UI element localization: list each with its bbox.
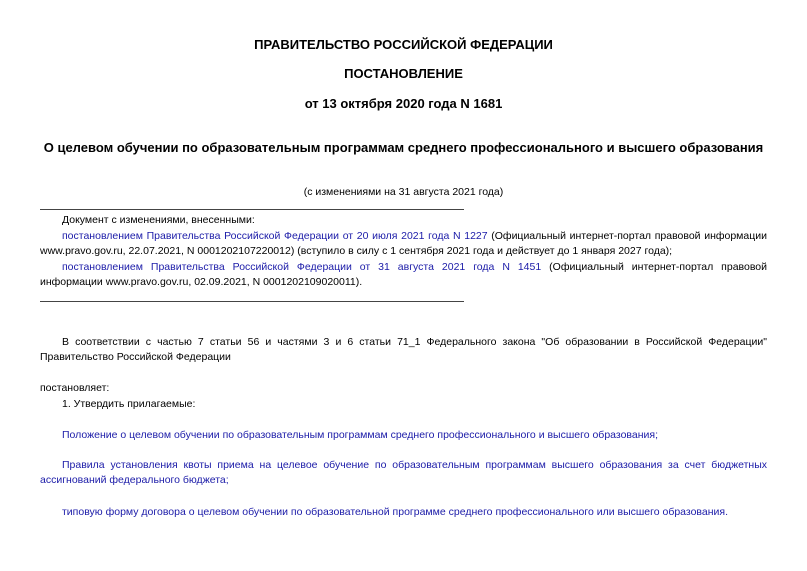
quota-rules-link[interactable]: Правила установления квоты приема на целевое обучение по образовательным программам высшего образования за счет бюджетных ассигнований федерального бюджета; xyxy=(40,459,767,486)
document-title: О целевом обучении по образовательным программам среднего профессионального и высшего образования xyxy=(43,140,764,155)
document-page xyxy=(40,0,767,571)
amendment-item xyxy=(40,229,767,259)
preamble-paragraph: В соответствии с частью 7 статьи 56 и частями 3 и 6 статьи 71_1 Федерального закона "Об образовании в Российской Федерации" Правительство Российской Федерации xyxy=(40,336,767,363)
amendment-link-1451[interactable]: постановлением Правительства Российской Федерации от 31 августа 2021 года N 1451 xyxy=(62,261,542,273)
approve-paragraph: 1. Утвердить прилагаемые: xyxy=(62,398,196,410)
amendment-details: (Официальный интернет-портал правовой информации www.pravo.gov.ru, 02.09.2021, N 0001202109020011). xyxy=(40,261,767,288)
contract-form-link[interactable]: типовую форму договора о целевом обучении по образовательной программе среднего профессионального или высшего образования. xyxy=(62,506,729,518)
approved-item-link xyxy=(40,505,767,520)
amendment-details: (Официальный интернет-портал правовой информации www.pravo.gov.ru, 22.07.2021, N 0001202107220012) (вступило в силу с 1 сентября 2021 года и действует до 1 января 2027 года); xyxy=(40,230,767,257)
approved-item-link xyxy=(40,458,767,488)
amendments-divider-bottom xyxy=(40,301,464,302)
changes-note: (с изменениями на 31 августа 2021 года) xyxy=(303,186,504,198)
document-type: ПОСТАНОВЛЕНИЕ xyxy=(344,66,463,81)
decides-paragraph: постановляет: xyxy=(40,382,110,394)
amendments-intro: Документ с изменениями, внесенными: xyxy=(62,214,255,226)
document-date-number: от 13 октября 2020 года N 1681 xyxy=(304,96,503,111)
approved-item-link xyxy=(40,428,767,443)
amendment-item xyxy=(40,260,767,290)
issuing-authority: ПРАВИТЕЛЬСТВО РОССИЙСКОЙ ФЕДЕРАЦИИ xyxy=(254,37,553,52)
regulation-link[interactable]: Положение о целевом обучении по образовательным программам среднего профессионального и высшего образования; xyxy=(62,429,658,441)
amendment-link-1227[interactable]: постановлением Правительства Российской Федерации от 20 июля 2021 года N 1227 xyxy=(62,230,488,242)
amendments-divider-top xyxy=(40,209,464,210)
